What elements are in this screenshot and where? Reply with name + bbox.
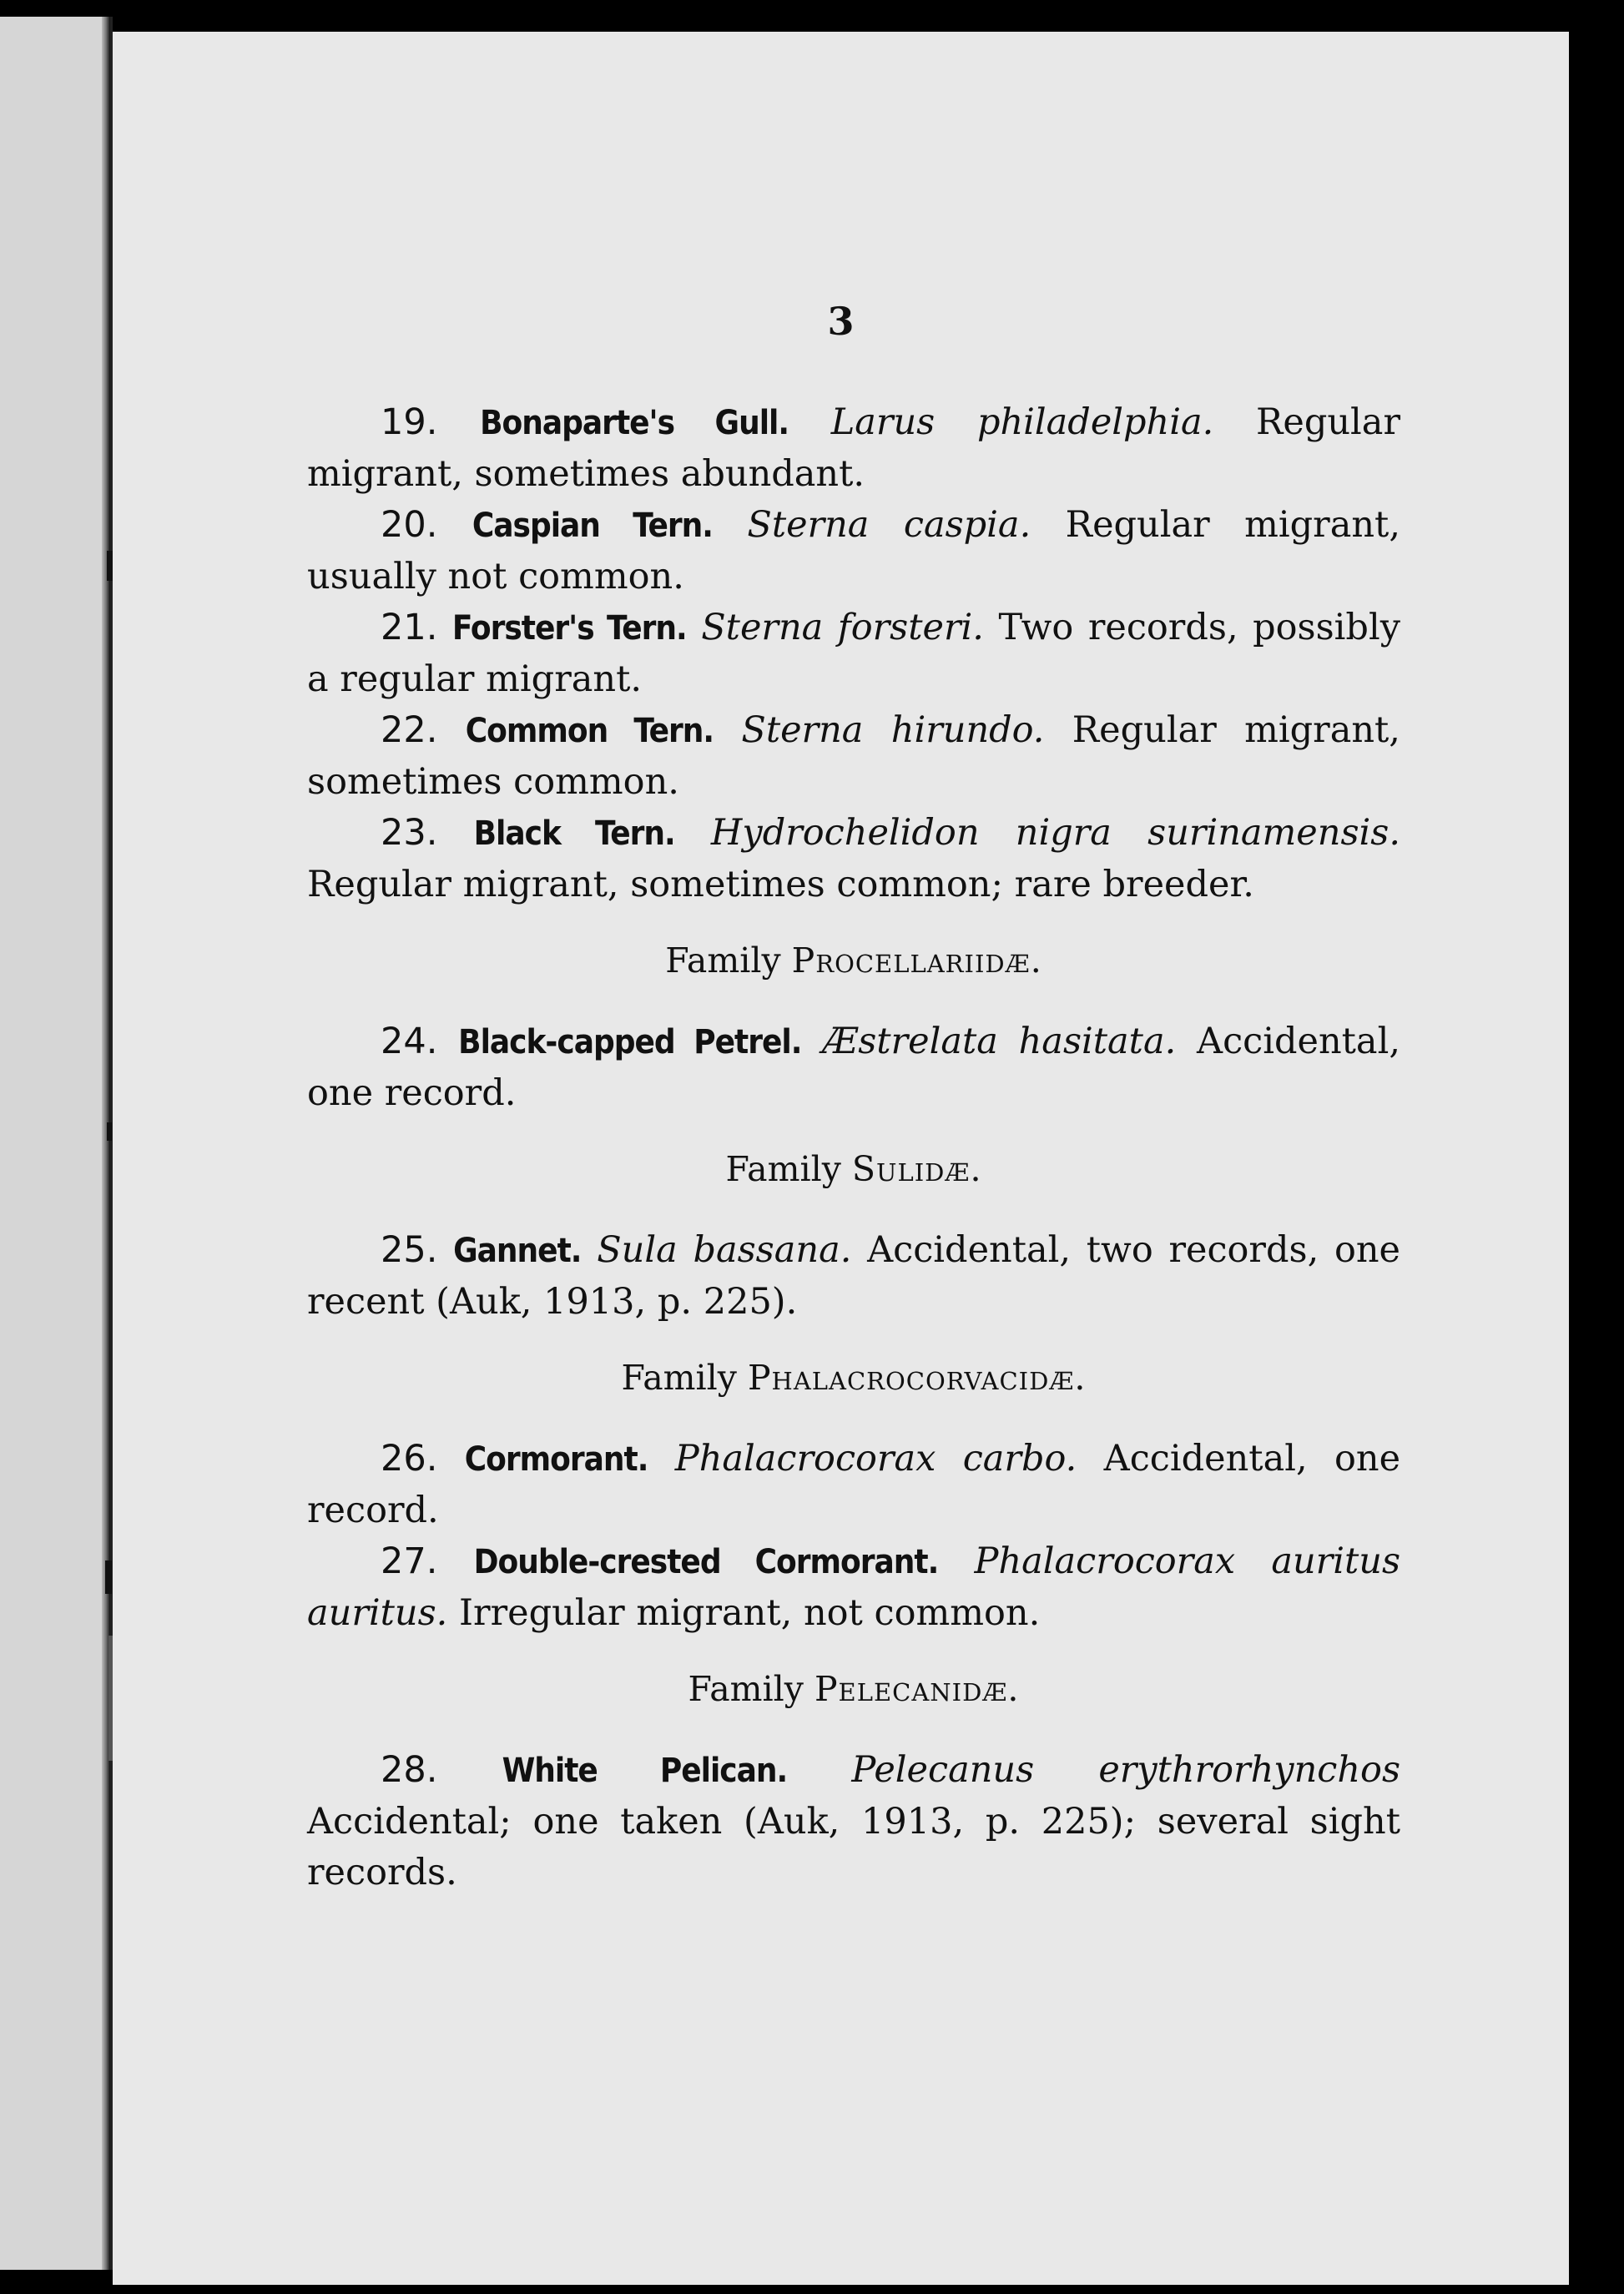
common-name: Forster's Tern. <box>451 609 687 648</box>
common-name: Double-crested Cormorant. <box>473 1543 939 1581</box>
family-heading <box>307 1664 1400 1715</box>
entry-text: Regular migrant, sometimes common. <box>307 709 1400 803</box>
scientific-name: Pelecanus erythrorhynchos <box>851 1749 1401 1791</box>
species-entry <box>307 1225 1400 1328</box>
entry-text: Regular migrant, sometimes abundant. <box>307 401 1400 495</box>
species-entry <box>307 500 1400 602</box>
family-heading <box>307 935 1400 986</box>
common-name: Gannet. <box>453 1232 582 1270</box>
family-heading <box>307 1353 1400 1404</box>
entry-text: Accidental, one record. <box>307 1438 1401 1531</box>
page-content <box>307 397 1400 1898</box>
family-heading <box>307 1144 1400 1195</box>
entry-number: 22. <box>381 709 438 751</box>
entry-number: 27. <box>381 1540 438 1582</box>
entry-text: Accidental; one taken (Auk, 1913, p. 225); several sight records. <box>307 1801 1400 1893</box>
entry-number: 25. <box>381 1229 438 1271</box>
common-name: Black Tern. <box>473 814 675 853</box>
entry-text: Accidental, one record. <box>307 1021 1400 1114</box>
entry-number: 24. <box>381 1021 438 1062</box>
species-entry <box>307 397 1400 500</box>
scan-border <box>1569 0 1624 2294</box>
common-name: Cormorant. <box>464 1440 648 1479</box>
family-label: Family <box>665 940 781 981</box>
species-entry <box>307 808 1400 910</box>
scientific-name: Phalacrocorax carbo. <box>674 1438 1077 1480</box>
binding-mark <box>105 1560 112 1594</box>
species-entry <box>307 1536 1400 1639</box>
binding-mark <box>107 1122 112 1141</box>
common-name: Common Tern. <box>465 712 714 750</box>
entry-number: 23. <box>381 812 438 854</box>
family-label: Family <box>621 1358 737 1398</box>
family-label: Family <box>688 1669 804 1709</box>
entry-text: Regular migrant, sometimes common; rare breeder. <box>307 864 1254 905</box>
entry-text: Regular migrant, usually not common. <box>307 504 1400 597</box>
scientific-name: Sula bassana. <box>597 1229 852 1271</box>
entry-number: 19. <box>381 401 438 443</box>
scientific-name: Hydrochelidon nigra surinamensis. <box>710 812 1401 854</box>
page-number: 3 <box>827 299 855 344</box>
scientific-name: Sterna hirundo. <box>741 709 1045 751</box>
species-entry <box>307 1434 1400 1536</box>
family-label: Family <box>725 1149 841 1189</box>
page-gutter-shadow <box>102 17 110 2270</box>
common-name: Bonaparte's Gull. <box>480 404 789 442</box>
family-name: Phalacrocorvacidæ. <box>747 1358 1087 1398</box>
family-name: Procellariidæ. <box>791 940 1042 981</box>
species-entry <box>307 1745 1400 1898</box>
scientific-name: Larus philadelphia. <box>830 401 1214 443</box>
family-name: Sulidæ. <box>851 1149 982 1189</box>
common-name: Caspian Tern. <box>472 507 713 545</box>
family-name: Pelecanidæ. <box>814 1669 1020 1709</box>
entry-number: 26. <box>381 1438 438 1480</box>
scientific-name: Phalacrocorax auritus auritus. <box>307 1540 1401 1634</box>
scientific-name: Æstrelata hasitata. <box>822 1021 1177 1062</box>
previous-page-edge <box>0 17 113 2270</box>
entry-number: 28. <box>381 1749 438 1791</box>
common-name: Black-capped Petrel. <box>458 1023 802 1061</box>
scientific-name: Sterna caspia. <box>747 504 1031 546</box>
species-entry <box>307 705 1400 808</box>
scanned-page <box>113 32 1569 2285</box>
entry-number: 20. <box>381 504 438 546</box>
species-entry <box>307 602 1400 705</box>
entry-number: 21. <box>381 607 438 648</box>
entry-text: Irregular migrant, not common. <box>447 1592 1041 1634</box>
entry-text: Accidental, two records, one recent (Auk, 1913, p. 225). <box>307 1229 1400 1323</box>
scientific-name: Sterna forsteri. <box>701 607 984 648</box>
species-entry <box>307 1016 1400 1119</box>
common-name: White Pelican. <box>502 1752 788 1790</box>
entry-text: Two records, possibly a regular migrant. <box>307 607 1400 700</box>
